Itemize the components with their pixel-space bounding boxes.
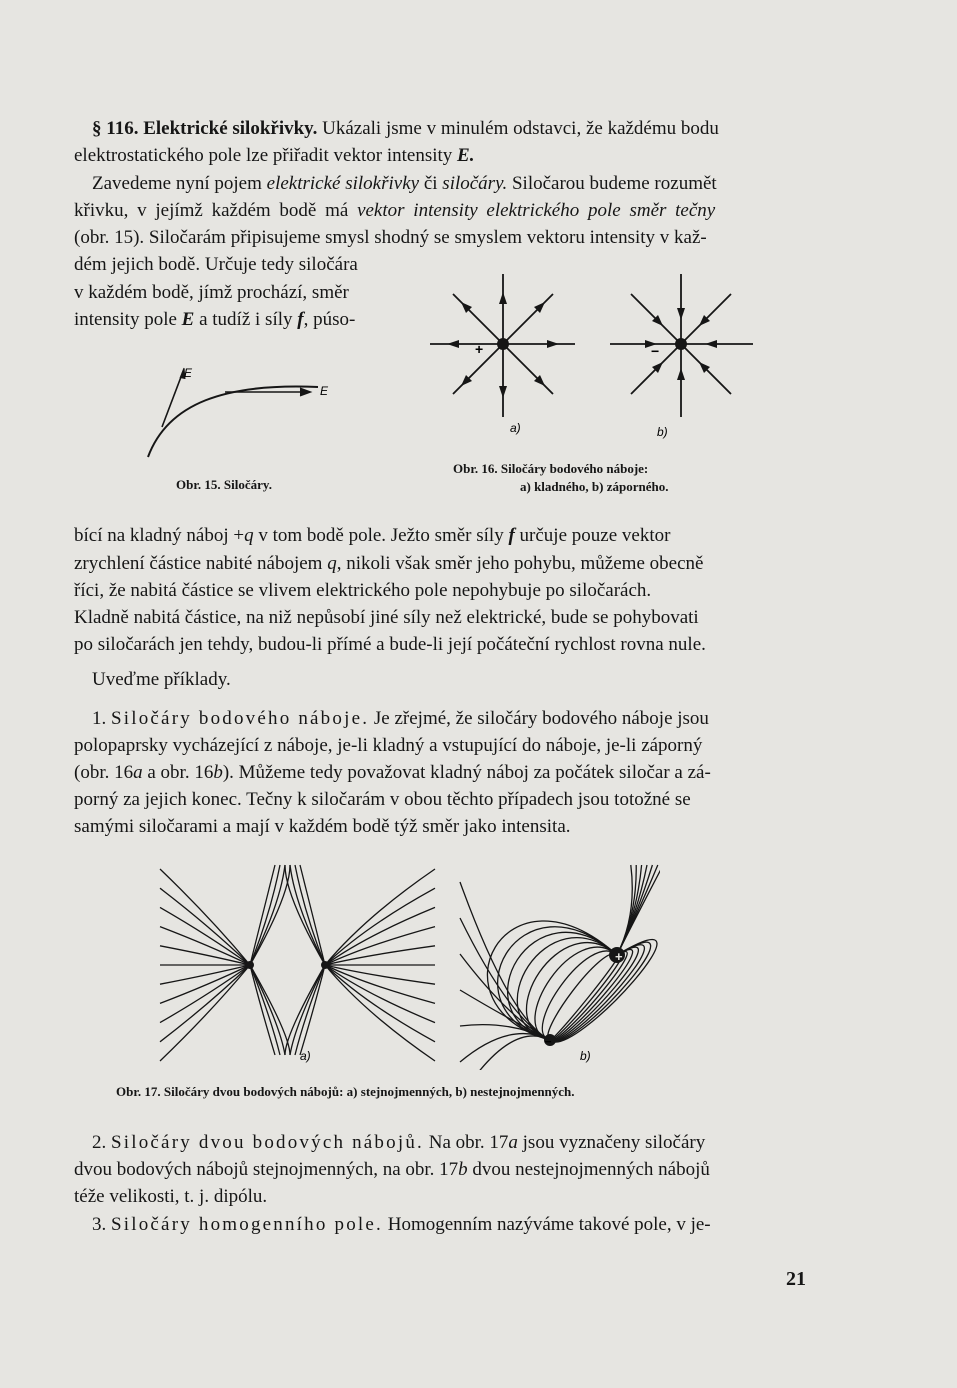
arrowhead [300,388,311,396]
text-run: Na obr. 17 [428,1132,509,1153]
text-run: elektrostatického pole lze přiřadit vektor intensity [74,145,453,166]
paragraph-line: v každém bodě, jímž prochází, směr [74,282,349,303]
paragraph-line [74,760,711,786]
paragraph-line: polopaprsky vycházející z náboje, je-li kladný a vstupující do náboje, je-li záporný [74,735,703,756]
plus-sign: + [475,341,484,357]
minus-sign: − [544,1034,552,1049]
text-run: bící na kladný náboj + [74,525,245,546]
positive-charge-diagram [430,274,575,435]
list-number: 3. [92,1214,107,1235]
section-title: 116. Elektrické silokřivky. [106,118,318,139]
paragraph-line: téže velikosti, t. j. dipólu. [74,1186,268,1207]
figure-16-caption-line: a) kladného, b) záporného. [520,479,669,494]
sub-label: b [458,1159,468,1180]
paragraph-line [92,1212,711,1238]
spaced-heading: Siločáry dvou bodových nábojů. [111,1132,424,1153]
paragraph-line [92,1130,705,1156]
field-line [160,965,250,1023]
sub-label: a [133,762,143,783]
field-line [325,965,435,984]
paragraph-line: Kladně nabitá částice, na niž nepůsobí jiné síly než elektrické, bude se pohybovati [74,607,699,628]
figure-15-caption: Obr. 15. Siločáry. [176,477,272,492]
field-line [325,965,435,1023]
text-run: určuje pouze vektor [519,525,671,546]
field-line [460,1036,550,1070]
paragraph-line [74,307,355,333]
text-run: jsou vyznačeny siločáry [522,1132,706,1153]
paragraph-line [74,523,670,549]
symbol-q: q [244,525,254,546]
sub-label: a [508,1132,518,1153]
charge-dot [497,338,509,350]
figure-16-caption-line: Obr. 16. Siločáry bodového náboje: [453,461,649,476]
spaced-heading: Siločáry bodového náboje. [111,708,370,729]
term: vektor intensity elektrického pole směr tečny [357,200,716,221]
field-line [460,918,550,1040]
paragraph-line: samými siločarami a mají v každém bodě týž směr jako intensita. [74,816,571,837]
text-run: Siločarou budeme rozumět [511,173,717,194]
sub-label: b [213,762,223,783]
field-line [617,865,632,955]
field-line [160,965,250,1061]
spaced-heading: Siločáry homogenního pole. [111,1214,383,1235]
paragraph-line: porný za jejich konec. Tečny k siločarám v obou těchto případech jsou totožné se [74,789,691,810]
field-line [160,907,250,965]
term: elektrické silokřivky [266,173,420,194]
figure-17-caption: Obr. 17. Siločáry dvou bodových nábojů: a) stejnojmenných, b) nestejnojmenných. [116,1084,575,1099]
label-E: E [320,384,329,398]
paragraph-line [92,171,717,197]
figure-16-point-charges [425,272,775,442]
paragraph-line: po siločarách jen tehdy, budou-li přímé a bude-li její počáteční rychlost rovna nule. [74,634,706,655]
paragraph-line: říci, že nabitá částice se vlivem elektrického pole nepohybuje po siločarách. [74,580,652,601]
field-line [160,869,250,965]
like-charges-diagram [160,865,435,1061]
field-line [550,942,651,1041]
paragraph-line: Uveďme příklady. [92,669,231,690]
field-line [250,865,275,965]
text-run: Je zřejmé, že siločáry bodového náboje jsou [373,708,709,729]
list-number: 1. [92,708,107,729]
negative-charge-diagram [610,274,753,439]
paragraph-line [74,198,715,224]
paragraph-line [74,551,703,577]
figure-label-b: b) [580,1049,591,1063]
text-run: Homogenním nazýváme takové pole, v je- [387,1214,711,1235]
minus-sign: − [651,343,660,359]
paragraph-line [92,706,709,732]
section-mark: § [92,118,102,139]
field-line [325,946,435,965]
field-line [517,938,617,1040]
symbol-E: E [181,309,195,330]
paragraph-line: dém jejich bodě. Určuje tedy siločára [74,254,358,275]
field-line [160,927,250,965]
field-line [300,865,325,965]
field-line [250,965,280,1055]
text-run: Ukázali jsme v minulém odstavci, že každému bodu [322,118,719,139]
field-line [160,965,250,1042]
figure-label-b: b) [657,425,668,439]
paragraph-line [74,1157,710,1183]
paragraph-line: (obr. 15). Siločarám připisujeme smysl shodný se smyslem vektoru intensity v kaž- [74,227,707,248]
text-run: v tom bodě pole. Ježto směr síly [258,525,504,546]
list-number: 2. [92,1132,107,1153]
field-line [460,1034,550,1062]
text-run: , púso- [303,309,356,330]
figure-15-field-line [140,365,330,465]
text-run: Zavedeme nyní pojem [92,173,262,194]
field-line [160,888,250,965]
symbol-f: f [297,309,304,330]
figure-label-a: a) [510,421,521,435]
charge-dot [321,961,329,969]
charge-dot [246,961,254,969]
field-line [325,907,435,965]
text-run: intensity pole [74,309,177,330]
term: siločáry. [442,173,508,194]
symbol-q: q [327,553,337,574]
dipole-diagram [460,865,660,1070]
charge-dot [675,338,687,350]
page-number: 21 [786,1268,806,1290]
symbol-f: f [508,525,515,546]
field-line [160,965,250,1003]
plus-sign: + [615,949,623,964]
text-run: dvou bodových nábojů stejnojmenných, na obr. 17 [74,1159,459,1180]
text-run: a tudíž i síly [199,309,293,330]
text-run: či [423,173,438,194]
text-run: a obr. 16 [147,762,214,783]
figure-label-a: a) [300,1049,311,1063]
paragraph-line [74,143,474,169]
text-run: (obr. 16 [74,762,134,783]
figure-17-two-charges [150,860,660,1070]
symbol-E: E. [457,145,475,166]
paragraph-line [92,116,719,142]
text-run: ). Můžeme tedy považovat kladný náboj za počátek siločar a zá- [222,762,711,783]
text-run: křivku, v jejímž každém bodě má [74,200,349,221]
label-E: E [184,366,193,380]
text-run: zrychlení částice nabité nábojem [74,553,323,574]
text-run: , nikoli však směr jeho pohybu, můžeme obecně [336,553,704,574]
field-line [295,965,325,1055]
text-run: dvou nestejnojmenných nábojů [472,1159,710,1180]
